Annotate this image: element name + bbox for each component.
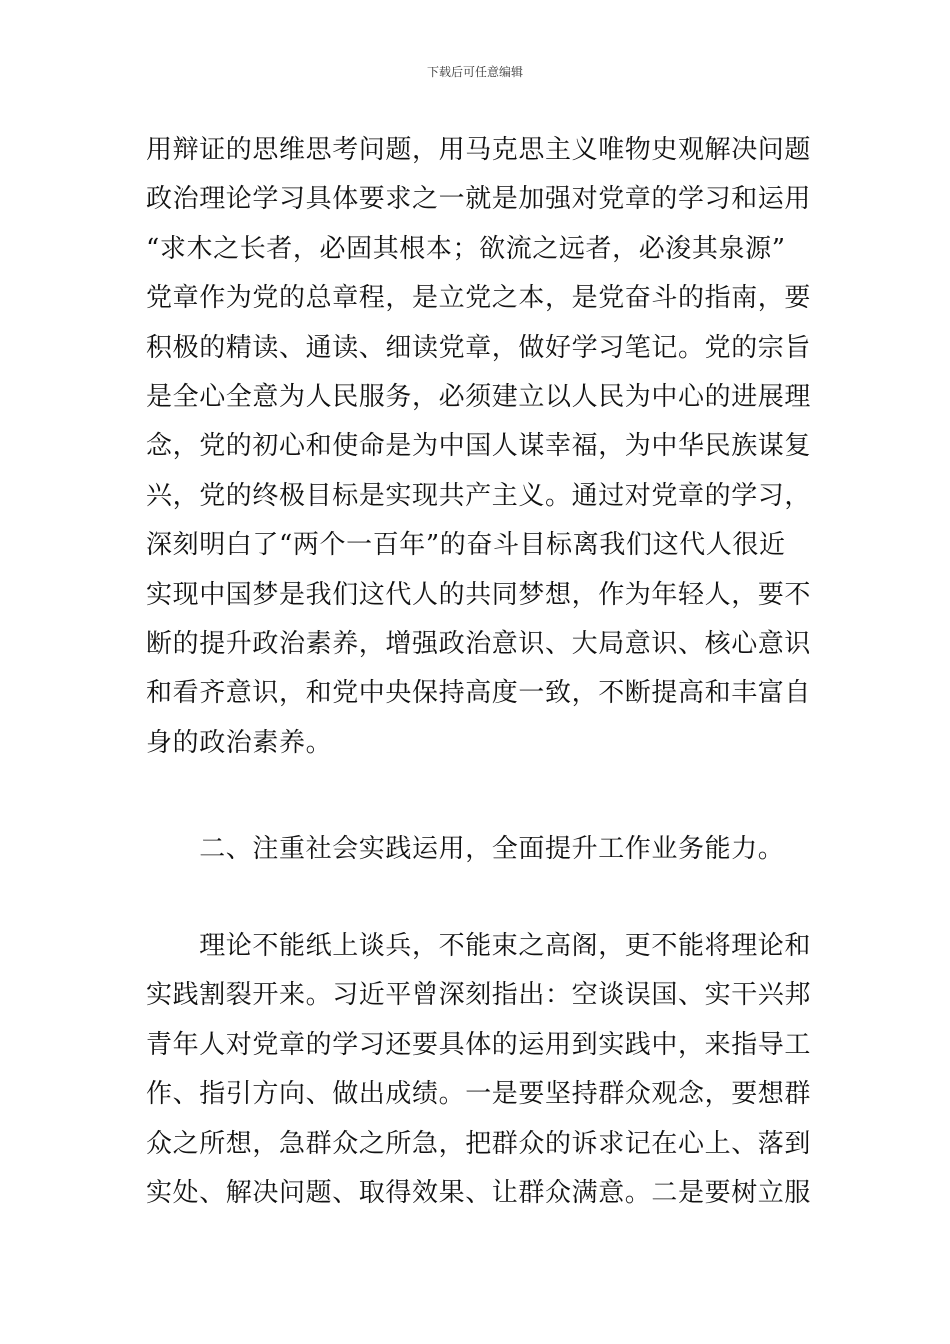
text-line: 念，党的初心和使命是为中国人谋幸福，为中华民族谋复 <box>146 431 812 462</box>
section-heading: 二、注重社会实践运用，全面提升工作业务能力。 <box>146 834 785 864</box>
text-line: 青年人对党章的学习还要具体的运用到实践中，来指导工 <box>146 1029 812 1060</box>
text-line: 党章作为党的总章程，是立党之本，是党奋斗的指南，要 <box>146 283 812 314</box>
paragraph-3 <box>146 922 816 1218</box>
text-line: 理论不能纸上谈兵，不能束之高阁，更不能将理论和 <box>146 931 812 961</box>
text-line: 断的提升政治素养，增强政治意识、大局意识、核心意识 <box>146 628 812 659</box>
text-line: 实现中国梦是我们这代人的共同梦想，作为年轻人，要不 <box>146 579 812 610</box>
text-line: “求木之长者，必固其根本；欲流之远者，必浚其泉源” <box>146 233 786 264</box>
text-line: 是全心全意为人民服务，必须建立以人民为中心的进展理 <box>146 381 812 412</box>
paragraph-1 <box>146 126 816 768</box>
text-line: 实践割裂开来。习近平曾深刻指出：空谈误国、实干兴邦 <box>146 980 812 1011</box>
text-line: 政治理论学习具体要求之一就是加强对党章的学习和运用 <box>146 184 812 215</box>
text-line: 作、指引方向、做出成绩。一是要坚持群众观念，要想群 <box>146 1079 812 1110</box>
text-line: 深刻明白了“两个一百年”的奋斗目标离我们这代人很近 <box>146 530 786 561</box>
text-line: 积极的精读、通读、细读党章，做好学习笔记。党的宗旨 <box>146 332 812 363</box>
page-header: 下载后可任意编辑 <box>426 65 523 79</box>
text-line: 众之所想，急群众之所急，把群众的诉求记在心上、落到 <box>146 1128 812 1159</box>
text-line: 实处、解决问题、取得效果、让群众满意。二是要树立服 <box>146 1177 812 1208</box>
text-line: 和看齐意识，和党中央保持高度一致，不断提高和丰富自 <box>146 678 812 709</box>
text-line: 身的政治素养。 <box>146 727 333 758</box>
text-line: 用辩证的思维思考问题，用马克思主义唯物史观解决问题 <box>146 135 812 165</box>
text-line: 兴，党的终极目标是实现共产主义。通过对党章的学习， <box>146 480 812 511</box>
